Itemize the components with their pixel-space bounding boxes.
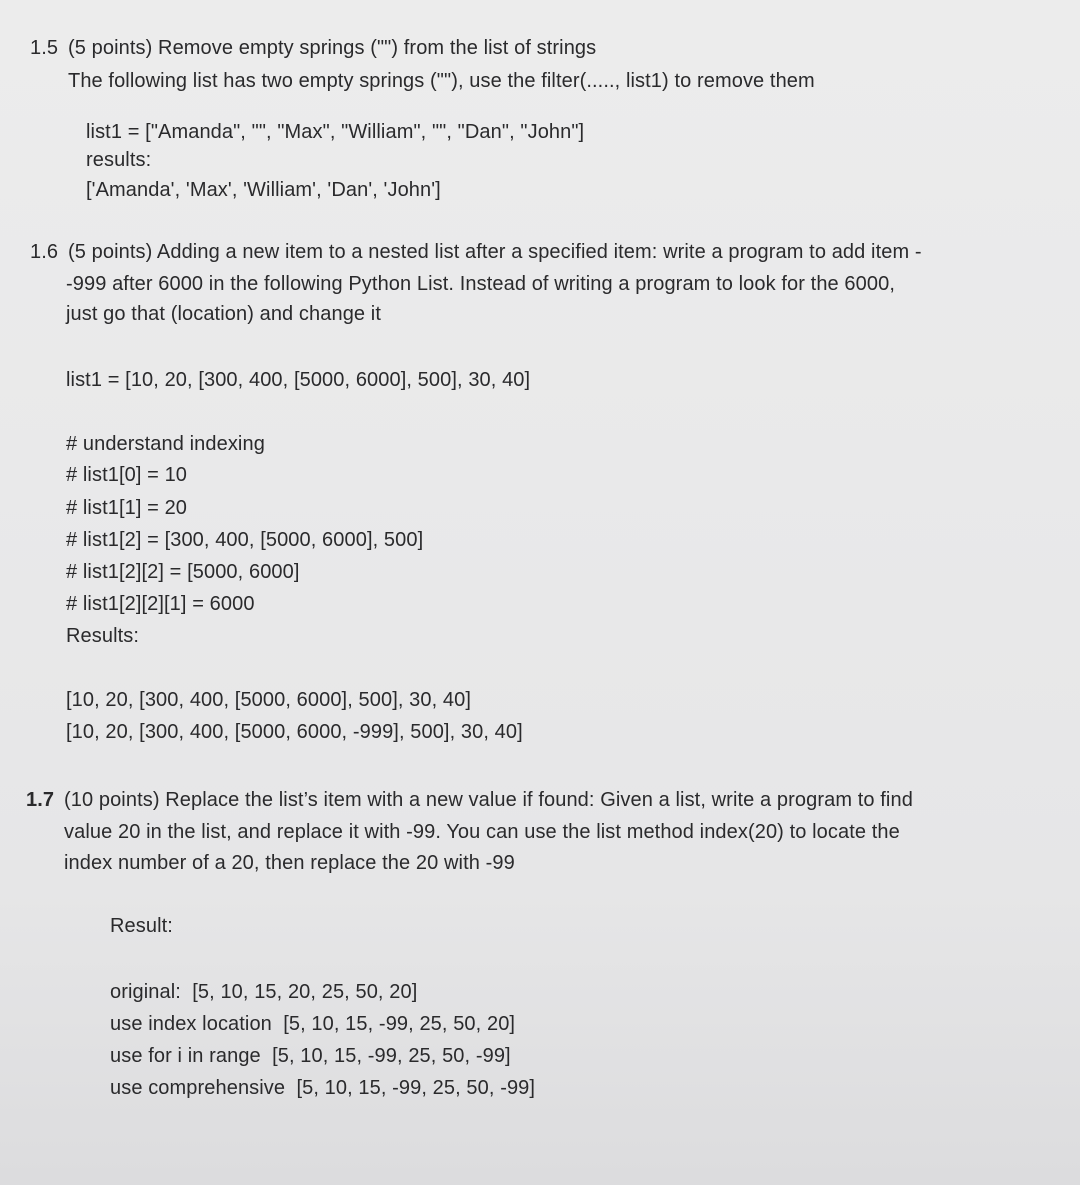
q16-result-line: [10, 20, [300, 400, [5000, 6000], 500], 30, 40] [66,689,472,711]
q16-comment: # list1[2][2][1] = 6000 [66,593,255,615]
q16-title-line2: -999 after 6000 in the following Python List. Instead of writing a program to look for the 6000, [66,273,895,295]
q16-comment: # list1[1] = 20 [66,497,188,519]
q15-number: 1.5 [30,37,59,59]
q16-results-label: Results: [66,625,140,647]
q16-result-line: [10, 20, [300, 400, [5000, 6000, -999], 500], 30, 40] [66,721,523,743]
q16-number: 1.6 [30,241,59,263]
q17-number: 1.7 [26,789,55,811]
q16-comment: # list1[2] = [300, 400, [5000, 6000], 500] [66,529,424,551]
q17-result-line: use for i in range [5, 10, 15, -99, 25, 50, -99] [110,1045,511,1067]
q16-comment: # understand indexing [66,433,265,455]
q17-result-line: use index location [5, 10, 15, -99, 25, 50, 20] [110,1013,516,1035]
q17-title-line3: index number of a 20, then replace the 20 with -99 [64,852,515,874]
q15-code: list1 = ["Amanda", "", "Max", "William", "", "Dan", "John"] [86,121,585,143]
q15-title: (5 points) Remove empty springs ("") from the list of strings [68,37,597,59]
q16-comment: # list1[0] = 10 [66,464,188,486]
q17-title-line1: (10 points) Replace the list’s item with a new value if found: Given a list, write a program to find [64,789,913,811]
q16-comment: # list1[2][2] = [5000, 6000] [66,561,300,583]
q15-result: ['Amanda', 'Max', 'William', 'Dan', 'John'] [86,179,441,201]
q15-description: The following list has two empty springs (""), use the filter(....., list1) to remove them [68,70,815,92]
q16-title-line1: (5 points) Adding a new item to a nested list after a specified item: write a program to add item - [68,241,922,263]
q16-code: list1 = [10, 20, [300, 400, [5000, 6000], 500], 30, 40] [66,369,531,391]
q17-result-line: use comprehensive [5, 10, 15, -99, 25, 50, -99] [110,1077,536,1099]
q15-results-label: results: [86,149,152,171]
q16-title-line3: just go that (location) and change it [66,303,382,325]
q17-result-label: Result: [110,915,173,937]
q17-result-line: original: [5, 10, 15, 20, 25, 50, 20] [110,981,418,1003]
q17-title-line2: value 20 in the list, and replace it with -99. You can use the list method index(20) to locate the [64,821,900,843]
